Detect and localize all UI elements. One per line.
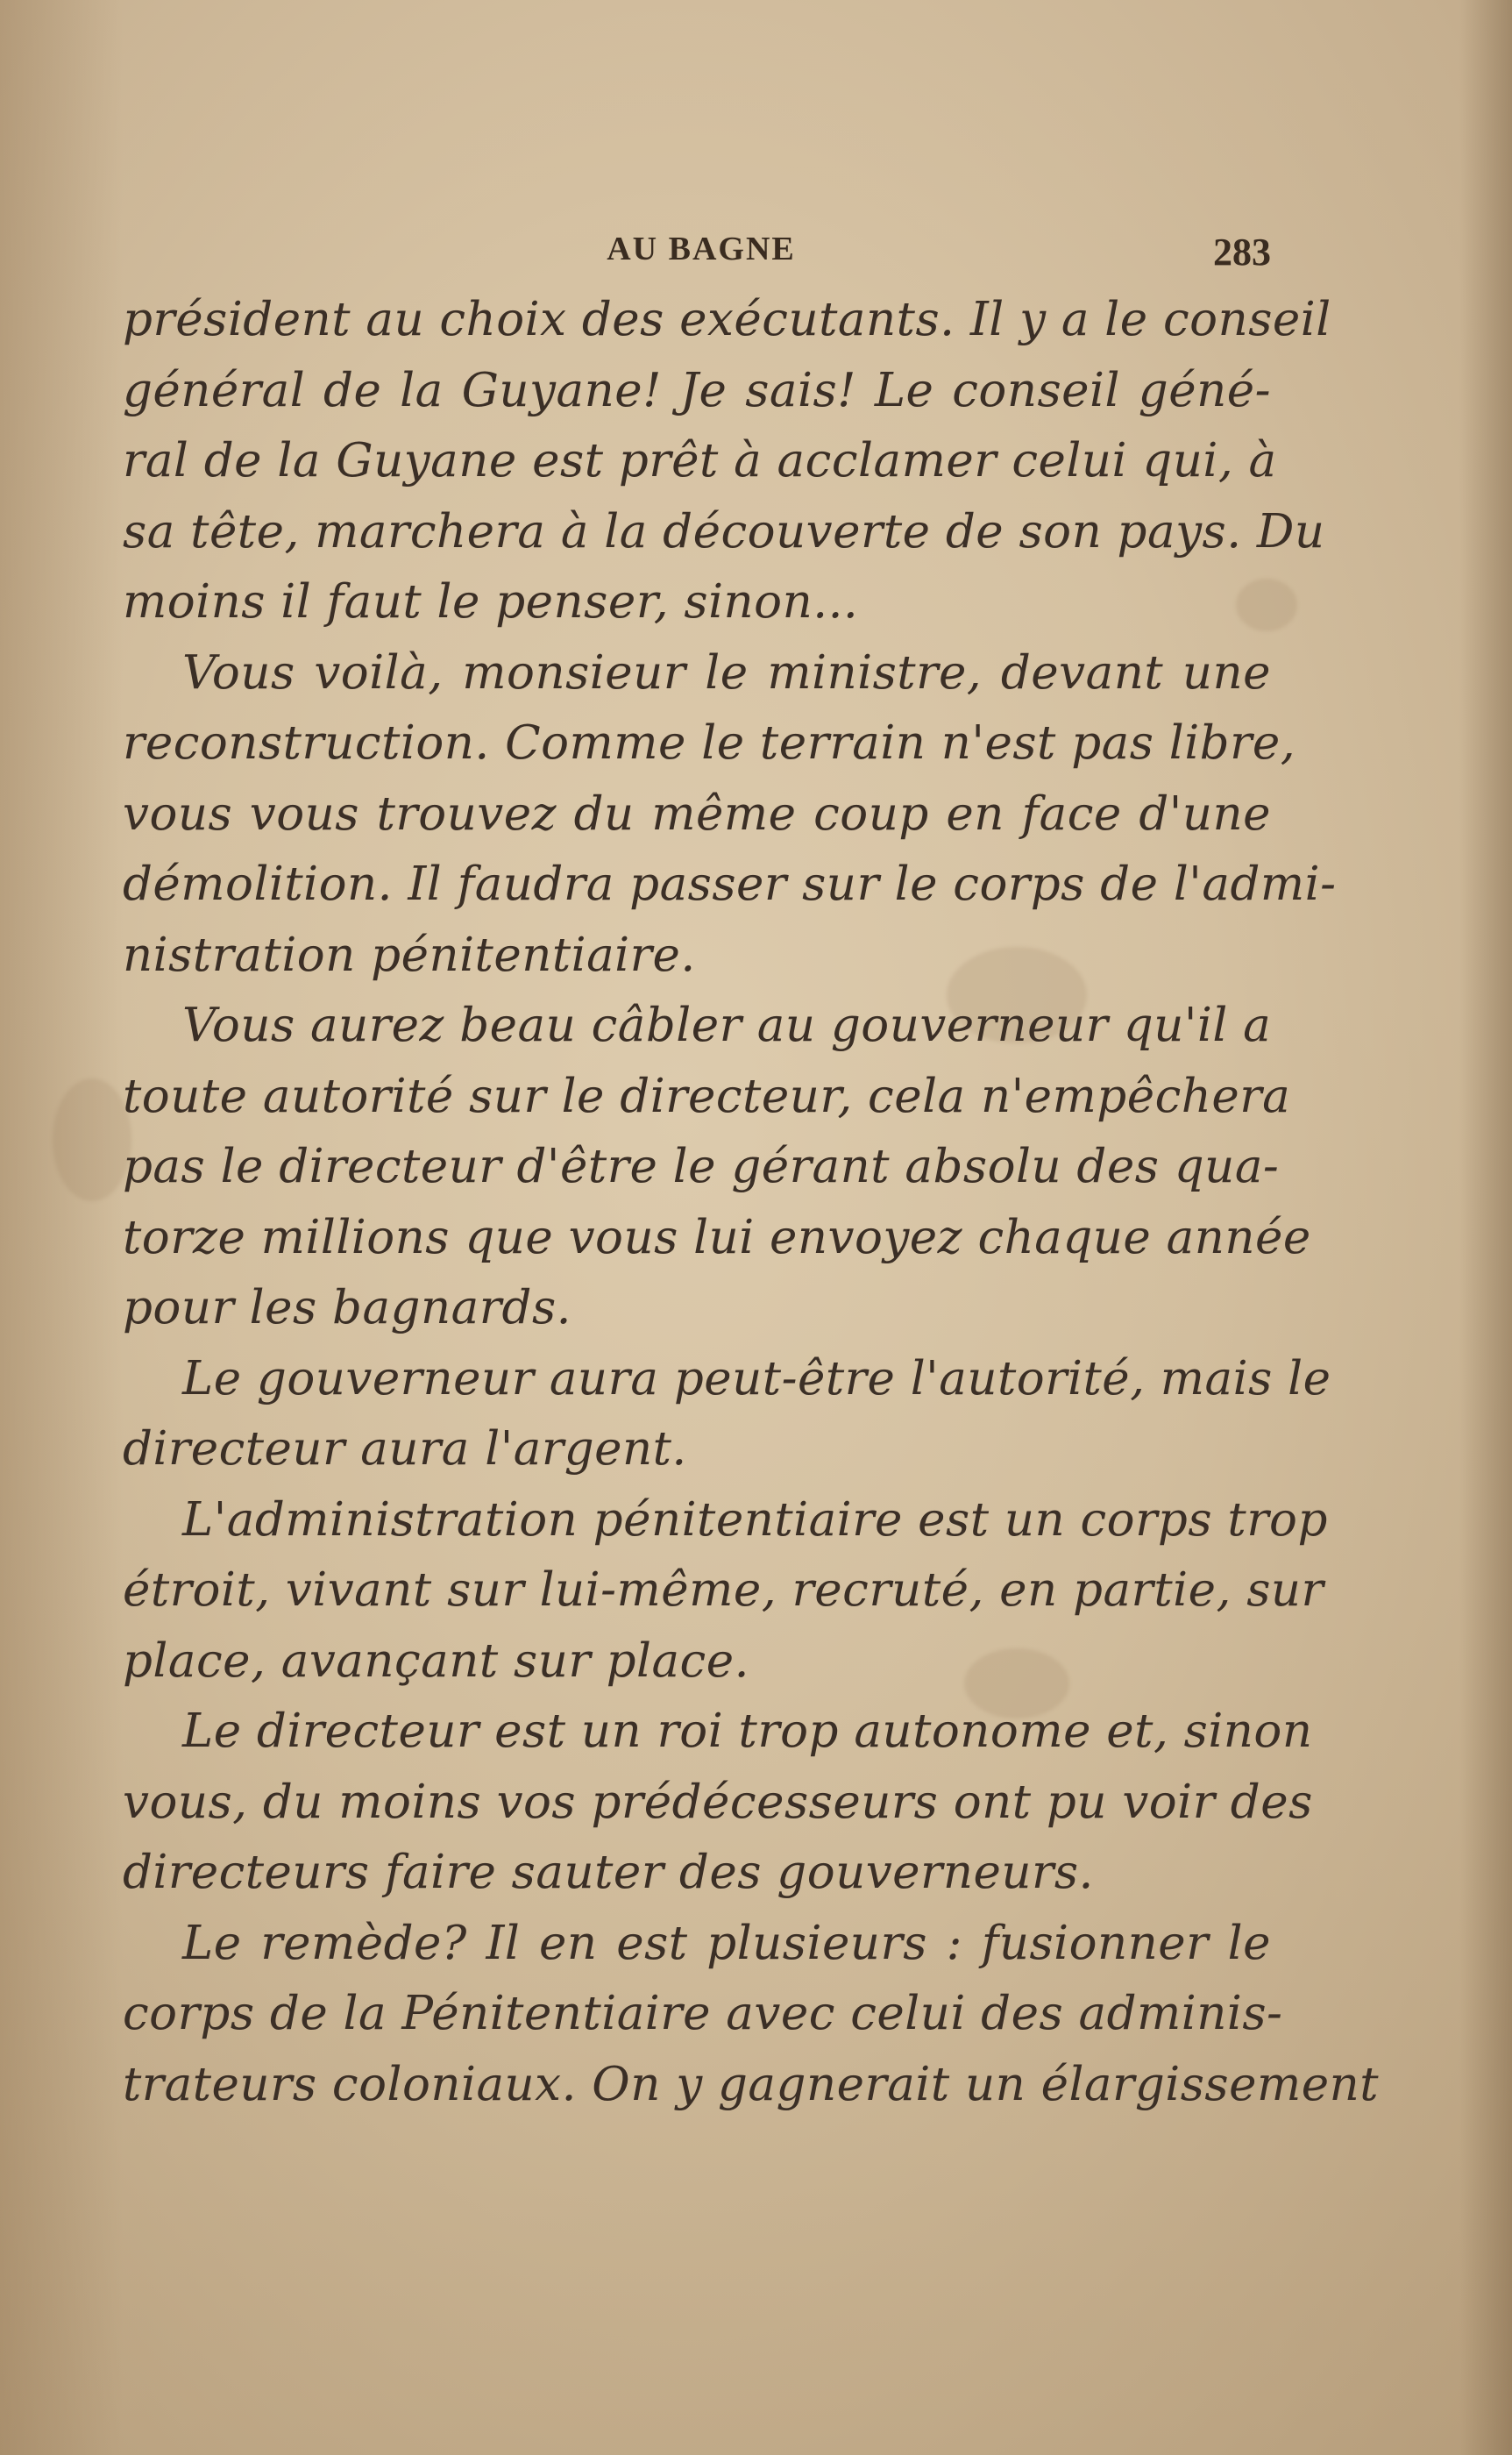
text-line: général de la Guyane! Je sais! Le conseil géné- (123, 363, 1271, 417)
text-line: sa tête, marchera à la découverte de son pays. Du (123, 504, 1325, 559)
page-number: 283 (1213, 231, 1271, 274)
text-line: vous, du moins vos prédécesseurs ont pu voir des (123, 1775, 1313, 1829)
text-line: directeurs faire sauter des gouverneurs. (123, 1846, 1094, 1899)
text-line: L'administration pénitentiaire est un corps trop (182, 1492, 1328, 1547)
body-text (123, 285, 1380, 2120)
text-line: Le gouverneur aura peut-être l'autorité, mais le (182, 1351, 1331, 1405)
text-line: démolition. Il faudra passer sur le corps de l'admi- (123, 857, 1337, 911)
text-line: corps de la Pénitentiaire avec celui des adminis- (123, 1987, 1283, 2040)
text-line: toute autorité sur le directeur, cela n'empêchera (123, 1069, 1291, 1123)
text-line: Le directeur est un roi trop autonome et, sinon (182, 1704, 1313, 1758)
text-line: vous vous trouvez du même coup en face d'une (123, 786, 1271, 841)
text-line: directeur aura l'argent. (123, 1422, 687, 1476)
text-line: Vous aurez beau câbler au gouverneur qu'il a (182, 999, 1272, 1052)
text-line: pas le directeur d'être le gérant absolu des qua- (123, 1140, 1280, 1193)
text-line: nistration pénitentiaire. (123, 928, 696, 982)
text-line: pour les bagnards. (123, 1281, 572, 1334)
text-line: ral de la Guyane est prêt à acclamer celui qui, à (123, 434, 1277, 487)
paper-stain (53, 1078, 131, 1201)
text-line: Vous voilà, monsieur le ministre, devant une (182, 645, 1271, 700)
text-line: Le remède? Il en est plusieurs : fusionner le (182, 1916, 1271, 1970)
page-header (131, 230, 1271, 282)
running-head: AU BAGNE (607, 231, 796, 267)
text-line: trateurs coloniaux. On y gagnerait un élargissement (123, 2057, 1380, 2111)
text-line: torze millions que vous lui envoyez chaque année (123, 1210, 1311, 1264)
text-line: place, avançant sur place. (123, 1633, 749, 1688)
text-line: moins il faut le penser, sinon... (123, 575, 859, 629)
text-line: président au choix des exécutants. Il y a le conseil (123, 293, 1331, 346)
text-line: reconstruction. Comme le terrain n'est pas libre, (123, 716, 1296, 770)
text-line: étroit, vivant sur lui-même, recruté, en partie, sur (123, 1563, 1324, 1617)
